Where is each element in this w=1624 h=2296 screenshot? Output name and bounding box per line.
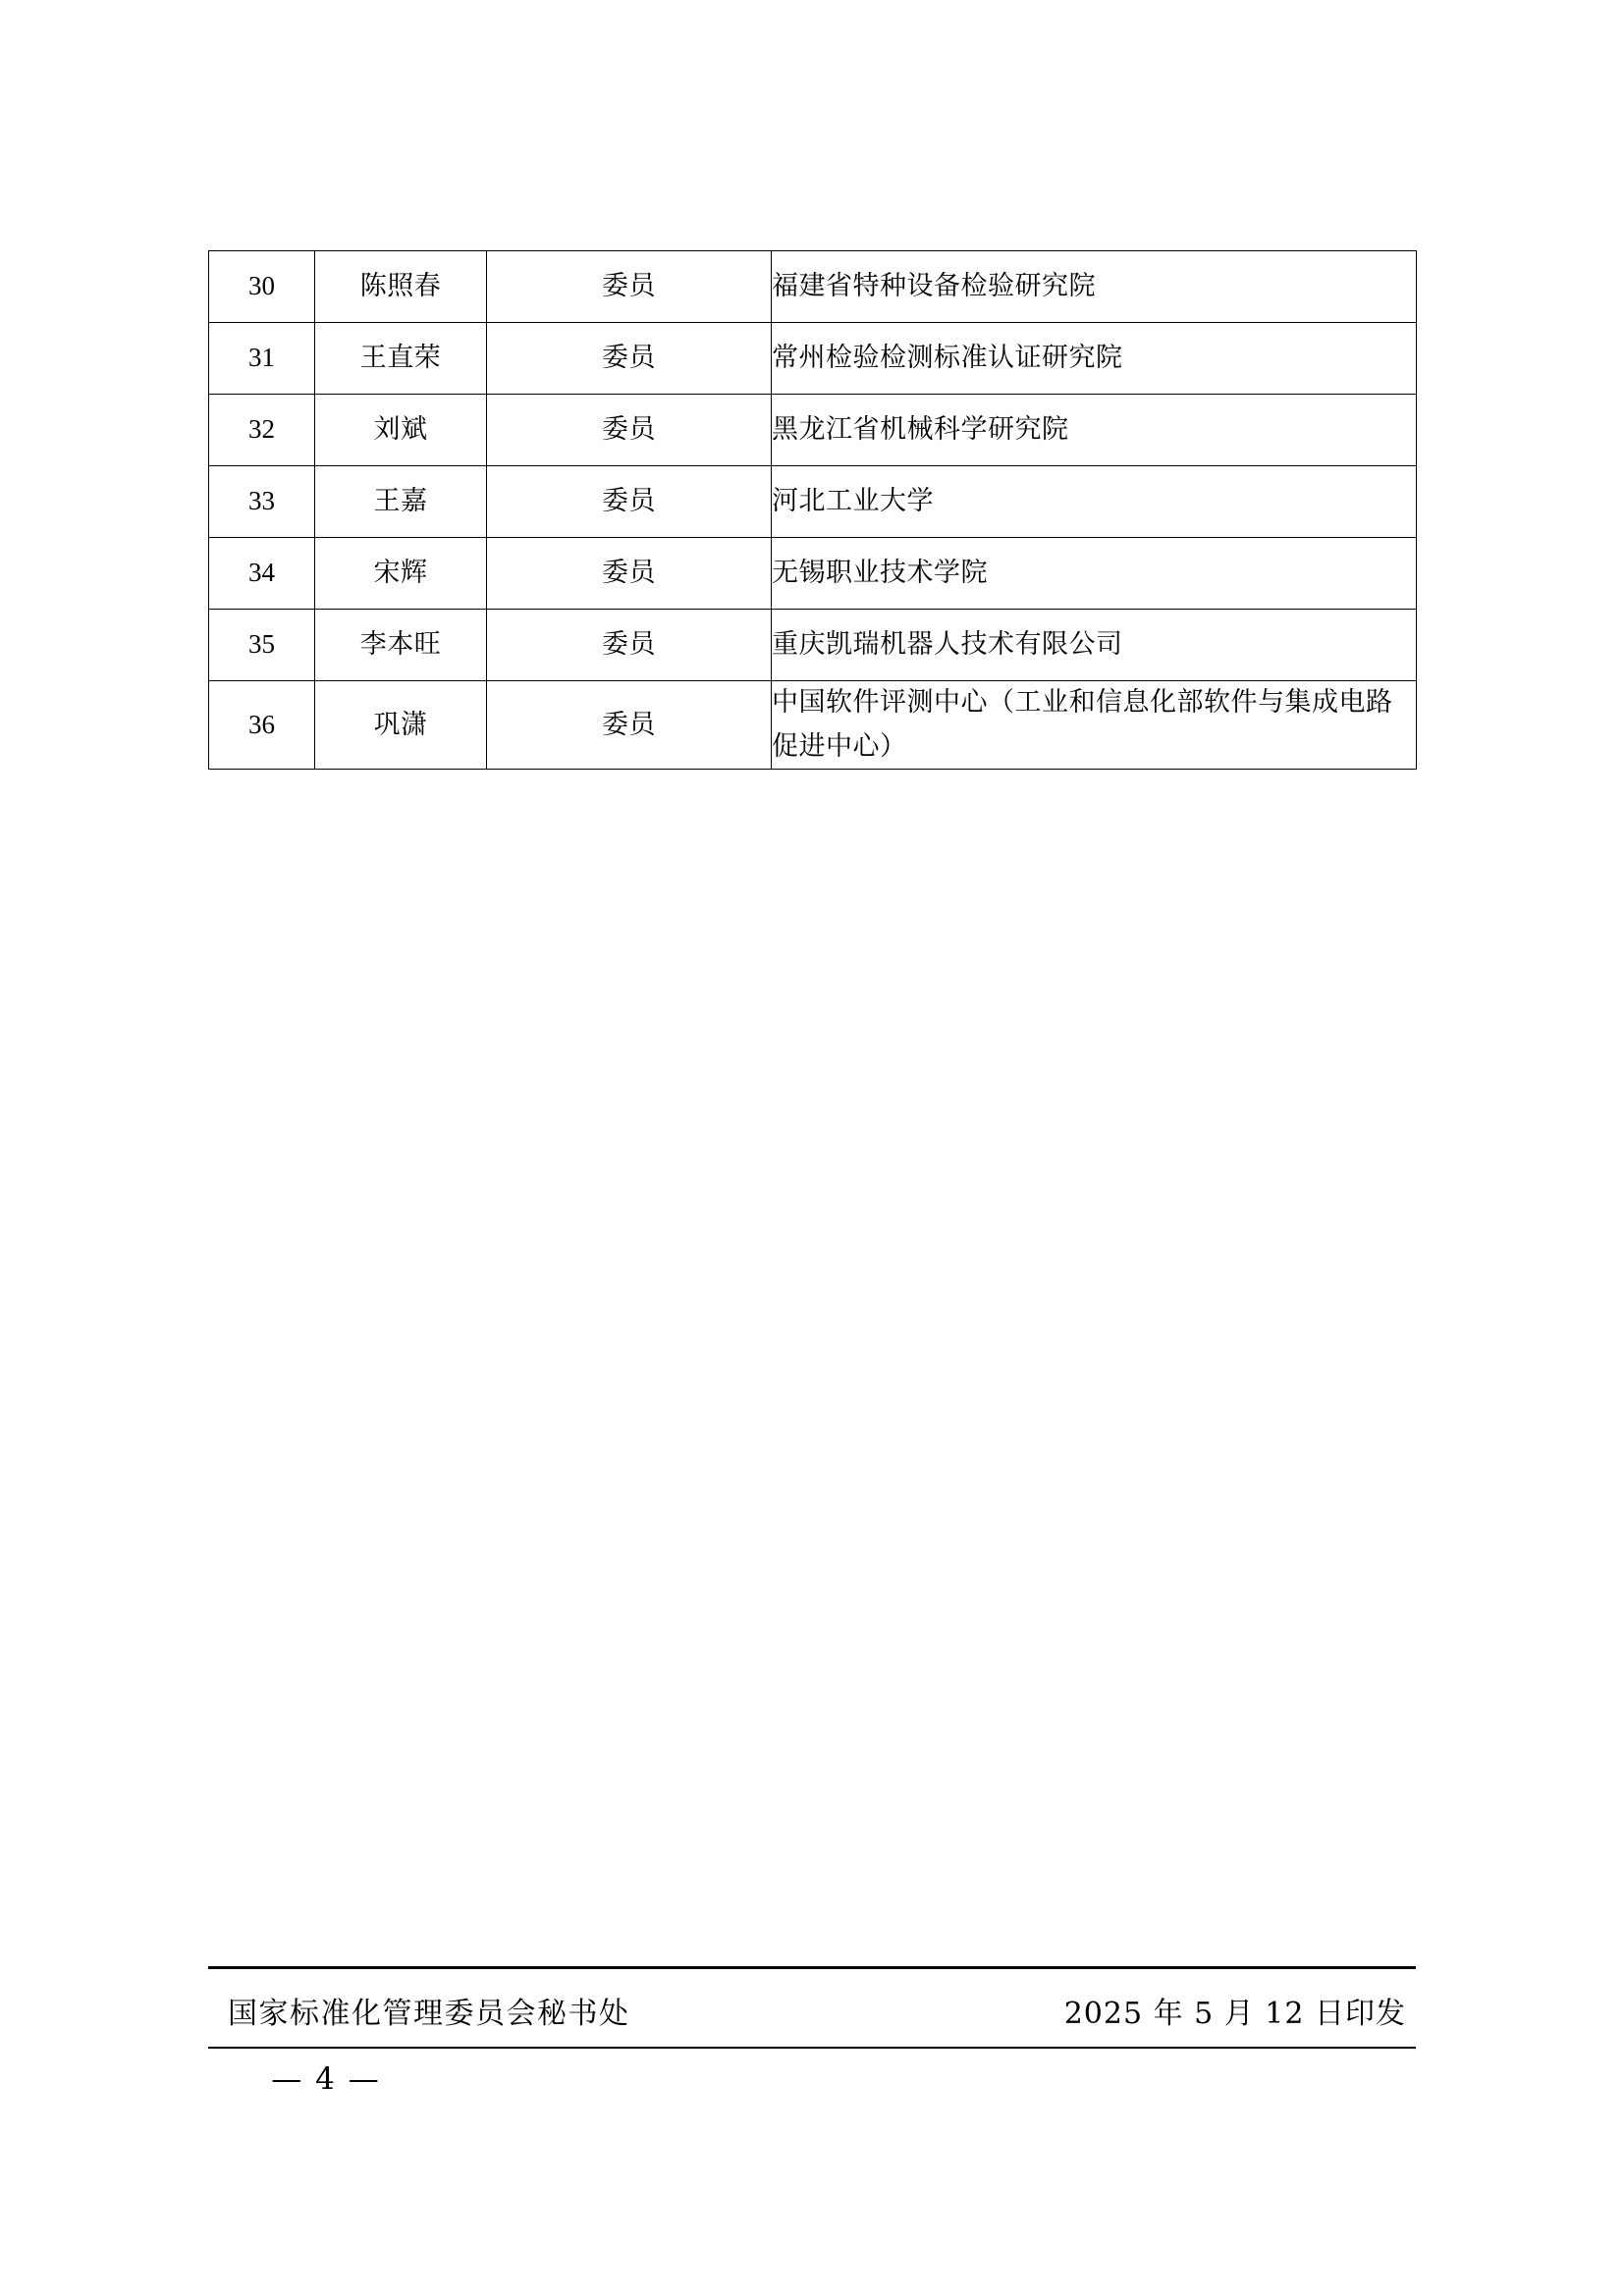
- footer-divider-bottom: [208, 2047, 1416, 2049]
- row-organization: 常州检验检测标准认证研究院: [772, 323, 1417, 395]
- row-organization: 重庆凯瑞机器人技术有限公司: [772, 610, 1417, 681]
- row-role: 委员: [487, 466, 772, 538]
- row-number: 32: [209, 395, 315, 466]
- footer-issue-date: 2025 年 5 月 12 日印发: [1063, 1997, 1406, 2031]
- table-row: [209, 466, 1417, 538]
- row-name: 刘斌: [315, 395, 487, 466]
- row-organization: 无锡职业技术学院: [772, 538, 1417, 610]
- row-name: 王直荣: [315, 323, 487, 395]
- page-number: — 4 —: [271, 2061, 381, 2097]
- row-number: 30: [209, 251, 315, 323]
- row-role: 委员: [487, 251, 772, 323]
- row-number: 33: [209, 466, 315, 538]
- row-name: 宋辉: [315, 538, 487, 610]
- footer-issuer: 国家标准化管理委员会秘书处: [228, 1997, 630, 2031]
- row-organization: 黑龙江省机械科学研究院: [772, 395, 1417, 466]
- row-name: 巩潇: [315, 681, 487, 770]
- row-number: 31: [209, 323, 315, 395]
- row-organization: 福建省特种设备检验研究院: [772, 251, 1417, 323]
- row-name: 李本旺: [315, 610, 487, 681]
- row-role: 委员: [487, 323, 772, 395]
- row-number: 35: [209, 610, 315, 681]
- row-number: 36: [209, 681, 315, 770]
- table-row: [209, 610, 1417, 681]
- document-footer: [208, 1981, 1416, 2040]
- footer-divider-top: [208, 1966, 1416, 1969]
- row-role: 委员: [487, 681, 772, 770]
- committee-roster-table: [208, 250, 1417, 770]
- table-row: [209, 251, 1417, 323]
- row-role: 委员: [487, 610, 772, 681]
- table-row: [209, 395, 1417, 466]
- row-number: 34: [209, 538, 315, 610]
- row-role: 委员: [487, 538, 772, 610]
- row-organization: 河北工业大学: [772, 466, 1417, 538]
- row-name: 陈照春: [315, 251, 487, 323]
- row-role: 委员: [487, 395, 772, 466]
- row-name: 王嘉: [315, 466, 487, 538]
- row-organization: 中国软件评测中心（工业和信息化部软件与集成电路促进中心）: [772, 681, 1417, 770]
- table-row: [209, 538, 1417, 610]
- table-row: [209, 323, 1417, 395]
- table-row: [209, 681, 1417, 770]
